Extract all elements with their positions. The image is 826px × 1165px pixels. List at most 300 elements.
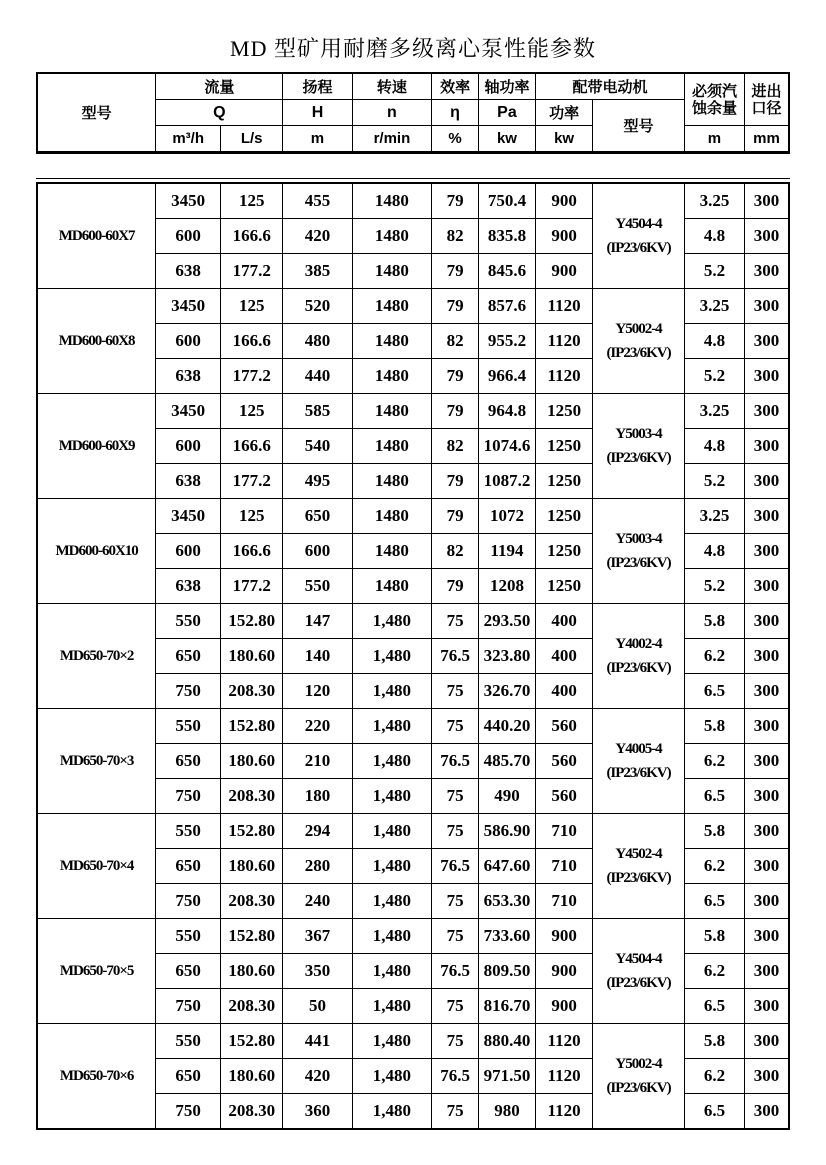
head-cell: 120 [283, 674, 352, 709]
flow-ls-cell: 208.30 [220, 1094, 282, 1130]
motor-power-cell: 560 [536, 709, 593, 744]
npsh-cell: 6.5 [684, 989, 744, 1024]
port-diameter-cell: 300 [745, 989, 789, 1024]
header-flow-unit-m3h: m³/h [156, 126, 221, 153]
pump-model-cell: MD600-60X10 [37, 499, 156, 604]
head-cell: 147 [283, 604, 352, 639]
flow-ls-cell: 208.30 [220, 674, 282, 709]
port-diameter-cell: 300 [745, 499, 789, 534]
table-row [37, 814, 789, 849]
motor-power-cell: 900 [536, 219, 593, 254]
shaft-power-cell: 845.6 [478, 254, 535, 289]
motor-model-cell [593, 289, 685, 394]
flow-m3h-cell: 750 [156, 1094, 221, 1130]
flow-m3h-cell: 3450 [156, 394, 221, 429]
header-port-line1: 进出 [751, 82, 782, 100]
flow-ls-cell: 208.30 [220, 779, 282, 814]
header-npsh-line1: 必须汽 [691, 82, 737, 100]
flow-ls-cell: 180.60 [220, 639, 282, 674]
motor-power-cell: 900 [536, 954, 593, 989]
table-row [37, 499, 789, 534]
flow-m3h-cell: 750 [156, 989, 221, 1024]
flow-m3h-cell: 638 [156, 569, 221, 604]
shaft-power-cell: 964.8 [478, 394, 535, 429]
header-efficiency-symbol: η [432, 100, 479, 126]
npsh-cell: 5.8 [684, 604, 744, 639]
table-row [37, 394, 789, 429]
port-diameter-cell: 300 [745, 779, 789, 814]
shaft-power-cell: 1072 [478, 499, 535, 534]
header-efficiency-unit: % [432, 126, 479, 153]
flow-m3h-cell: 600 [156, 219, 221, 254]
port-diameter-cell: 300 [745, 919, 789, 954]
npsh-cell: 6.2 [684, 849, 744, 884]
motor-power-cell: 1120 [536, 359, 593, 394]
speed-cell: 1480 [352, 464, 432, 499]
port-diameter-cell: 300 [745, 534, 789, 569]
table-row [37, 604, 789, 639]
flow-ls-cell: 166.6 [220, 219, 282, 254]
speed-cell: 1,480 [352, 1024, 432, 1059]
motor-model-line1: Y4005-4 [615, 741, 662, 757]
header-port-unit: mm [745, 126, 789, 153]
npsh-cell: 6.2 [684, 954, 744, 989]
flow-m3h-cell: 650 [156, 1059, 221, 1094]
motor-power-cell: 1250 [536, 534, 593, 569]
head-cell: 540 [283, 429, 352, 464]
efficiency-cell: 75 [432, 884, 479, 919]
motor-power-cell: 1120 [536, 1059, 593, 1094]
efficiency-cell: 75 [432, 814, 479, 849]
header-head-unit: m [283, 126, 352, 153]
flow-m3h-cell: 638 [156, 254, 221, 289]
head-cell: 385 [283, 254, 352, 289]
header-shaft-power-symbol: Pa [478, 100, 535, 126]
speed-cell: 1480 [352, 534, 432, 569]
efficiency-cell: 75 [432, 1094, 479, 1130]
pump-model-cell: MD650-70×5 [37, 919, 156, 1024]
npsh-cell: 3.25 [684, 499, 744, 534]
header-speed-unit: r/min [352, 126, 432, 153]
speed-cell: 1,480 [352, 989, 432, 1024]
port-diameter-cell: 300 [745, 219, 789, 254]
flow-ls-cell: 152.80 [220, 709, 282, 744]
head-cell: 220 [283, 709, 352, 744]
speed-cell: 1,480 [352, 1094, 432, 1130]
motor-power-cell: 710 [536, 884, 593, 919]
motor-power-cell: 400 [536, 604, 593, 639]
efficiency-cell: 82 [432, 429, 479, 464]
head-cell: 480 [283, 324, 352, 359]
flow-ls-cell: 125 [220, 394, 282, 429]
motor-model-line2: (IP23/6KV) [606, 345, 671, 361]
header-motor-power: 功率 [536, 100, 593, 126]
flow-m3h-cell: 600 [156, 324, 221, 359]
flow-ls-cell: 166.6 [220, 534, 282, 569]
head-cell: 520 [283, 289, 352, 324]
header-flow: 流量 [156, 73, 283, 100]
motor-power-cell: 900 [536, 919, 593, 954]
port-diameter-cell: 300 [745, 639, 789, 674]
header-flow-symbol: Q [156, 100, 283, 126]
head-cell: 180 [283, 779, 352, 814]
flow-ls-cell: 177.2 [220, 464, 282, 499]
motor-power-cell: 1120 [536, 1094, 593, 1130]
port-diameter-cell: 300 [745, 569, 789, 604]
speed-cell: 1,480 [352, 954, 432, 989]
npsh-cell: 5.2 [684, 359, 744, 394]
head-cell: 585 [283, 394, 352, 429]
efficiency-cell: 76.5 [432, 849, 479, 884]
port-diameter-cell: 300 [745, 1024, 789, 1059]
flow-ls-cell: 125 [220, 183, 282, 219]
motor-model-line2: (IP23/6KV) [606, 975, 671, 991]
header-motor-power-unit: kw [536, 126, 593, 153]
motor-power-cell: 400 [536, 674, 593, 709]
flow-ls-cell: 152.80 [220, 919, 282, 954]
pump-model-cell: MD600-60X9 [37, 394, 156, 499]
speed-cell: 1480 [352, 569, 432, 604]
flow-ls-cell: 180.60 [220, 1059, 282, 1094]
pump-model-cell: MD650-70×3 [37, 709, 156, 814]
efficiency-cell: 76.5 [432, 954, 479, 989]
port-diameter-cell: 300 [745, 289, 789, 324]
shaft-power-cell: 1087.2 [478, 464, 535, 499]
flow-m3h-cell: 750 [156, 779, 221, 814]
npsh-cell: 6.5 [684, 674, 744, 709]
table-row [37, 183, 789, 219]
npsh-cell: 5.2 [684, 569, 744, 604]
port-diameter-cell: 300 [745, 709, 789, 744]
flow-ls-cell: 152.80 [220, 1024, 282, 1059]
speed-cell: 1480 [352, 254, 432, 289]
npsh-cell: 6.5 [684, 1094, 744, 1130]
speed-cell: 1,480 [352, 674, 432, 709]
flow-ls-cell: 180.60 [220, 849, 282, 884]
table-row [37, 289, 789, 324]
npsh-cell: 4.8 [684, 324, 744, 359]
npsh-cell: 4.8 [684, 429, 744, 464]
port-diameter-cell: 300 [745, 1094, 789, 1130]
npsh-cell: 3.25 [684, 394, 744, 429]
motor-model-line1: Y4504-4 [615, 951, 662, 967]
flow-m3h-cell: 650 [156, 744, 221, 779]
motor-power-cell: 900 [536, 254, 593, 289]
motor-power-cell: 1250 [536, 499, 593, 534]
table-row [37, 709, 789, 744]
motor-power-cell: 560 [536, 779, 593, 814]
shaft-power-cell: 326.70 [478, 674, 535, 709]
npsh-cell: 6.5 [684, 779, 744, 814]
shaft-power-cell: 1194 [478, 534, 535, 569]
head-cell: 360 [283, 1094, 352, 1130]
head-cell: 140 [283, 639, 352, 674]
header-port [745, 73, 789, 126]
port-diameter-cell: 300 [745, 324, 789, 359]
npsh-cell: 6.2 [684, 1059, 744, 1094]
flow-m3h-cell: 750 [156, 884, 221, 919]
npsh-cell: 6.2 [684, 639, 744, 674]
shaft-power-cell: 750.4 [478, 183, 535, 219]
port-diameter-cell: 300 [745, 359, 789, 394]
speed-cell: 1480 [352, 394, 432, 429]
npsh-cell: 5.2 [684, 464, 744, 499]
head-cell: 210 [283, 744, 352, 779]
motor-model-line1: Y5002-4 [615, 1056, 662, 1072]
speed-cell: 1,480 [352, 884, 432, 919]
pump-table-body [37, 183, 789, 1129]
flow-m3h-cell: 3450 [156, 499, 221, 534]
port-diameter-cell: 300 [745, 254, 789, 289]
shaft-power-cell: 653.30 [478, 884, 535, 919]
shaft-power-cell: 980 [478, 1094, 535, 1130]
shaft-power-cell: 835.8 [478, 219, 535, 254]
port-diameter-cell: 300 [745, 814, 789, 849]
motor-power-cell: 710 [536, 814, 593, 849]
speed-cell: 1480 [352, 289, 432, 324]
port-diameter-cell: 300 [745, 183, 789, 219]
motor-model-line1: Y5002-4 [615, 321, 662, 337]
header-shaft-power-unit: kw [478, 126, 535, 153]
motor-power-cell: 1120 [536, 324, 593, 359]
shaft-power-cell: 809.50 [478, 954, 535, 989]
speed-cell: 1,480 [352, 1059, 432, 1094]
head-cell: 240 [283, 884, 352, 919]
shaft-power-cell: 971.50 [478, 1059, 535, 1094]
header-npsh [684, 73, 744, 126]
flow-m3h-cell: 638 [156, 464, 221, 499]
efficiency-cell: 75 [432, 779, 479, 814]
efficiency-cell: 79 [432, 499, 479, 534]
flow-ls-cell: 177.2 [220, 359, 282, 394]
head-cell: 280 [283, 849, 352, 884]
efficiency-cell: 79 [432, 183, 479, 219]
shaft-power-cell: 1208 [478, 569, 535, 604]
table-row [37, 1024, 789, 1059]
speed-cell: 1,480 [352, 709, 432, 744]
flow-m3h-cell: 638 [156, 359, 221, 394]
header-speed-symbol: n [352, 100, 432, 126]
motor-model-line2: (IP23/6KV) [606, 1080, 671, 1096]
flow-ls-cell: 152.80 [220, 604, 282, 639]
parameter-header-table [36, 72, 790, 154]
head-cell: 441 [283, 1024, 352, 1059]
speed-cell: 1480 [352, 429, 432, 464]
shaft-power-cell: 966.4 [478, 359, 535, 394]
motor-model-line2: (IP23/6KV) [606, 450, 671, 466]
port-diameter-cell: 300 [745, 744, 789, 779]
npsh-cell: 4.8 [684, 534, 744, 569]
port-diameter-cell: 300 [745, 849, 789, 884]
efficiency-cell: 82 [432, 534, 479, 569]
flow-ls-cell: 177.2 [220, 254, 282, 289]
npsh-cell: 3.25 [684, 183, 744, 219]
motor-model-line2: (IP23/6KV) [606, 870, 671, 886]
efficiency-cell: 76.5 [432, 744, 479, 779]
motor-model-line1: Y5003-4 [615, 531, 662, 547]
efficiency-cell: 75 [432, 989, 479, 1024]
flow-m3h-cell: 650 [156, 639, 221, 674]
pump-model-cell: MD600-60X7 [37, 183, 156, 289]
shaft-power-cell: 1074.6 [478, 429, 535, 464]
motor-power-cell: 1250 [536, 429, 593, 464]
flow-ls-cell: 180.60 [220, 954, 282, 989]
flow-m3h-cell: 550 [156, 919, 221, 954]
motor-model-line2: (IP23/6KV) [606, 765, 671, 781]
speed-cell: 1,480 [352, 919, 432, 954]
port-diameter-cell: 300 [745, 954, 789, 989]
header-motor-model: 型号 [593, 100, 685, 153]
npsh-cell: 4.8 [684, 219, 744, 254]
speed-cell: 1,480 [352, 639, 432, 674]
flow-ls-cell: 125 [220, 289, 282, 324]
head-cell: 550 [283, 569, 352, 604]
motor-power-cell: 1250 [536, 569, 593, 604]
table-row [37, 919, 789, 954]
motor-power-cell: 560 [536, 744, 593, 779]
speed-cell: 1480 [352, 359, 432, 394]
head-cell: 650 [283, 499, 352, 534]
flow-m3h-cell: 3450 [156, 183, 221, 219]
efficiency-cell: 75 [432, 709, 479, 744]
port-diameter-cell: 300 [745, 464, 789, 499]
efficiency-cell: 76.5 [432, 639, 479, 674]
flow-ls-cell: 180.60 [220, 744, 282, 779]
head-cell: 495 [283, 464, 352, 499]
header-npsh-unit: m [684, 126, 744, 153]
efficiency-cell: 79 [432, 254, 479, 289]
header-flow-unit-ls: L/s [220, 126, 282, 153]
motor-model-line2: (IP23/6KV) [606, 660, 671, 676]
motor-model-cell [593, 604, 685, 709]
efficiency-cell: 75 [432, 604, 479, 639]
motor-model-cell [593, 709, 685, 814]
speed-cell: 1480 [352, 219, 432, 254]
shaft-power-cell: 816.70 [478, 989, 535, 1024]
motor-model-cell [593, 919, 685, 1024]
page-title: MD 型矿用耐磨多级离心泵性能参数 [230, 36, 596, 61]
port-diameter-cell: 300 [745, 604, 789, 639]
npsh-cell: 5.8 [684, 919, 744, 954]
efficiency-cell: 79 [432, 359, 479, 394]
efficiency-cell: 76.5 [432, 1059, 479, 1094]
efficiency-cell: 75 [432, 1024, 479, 1059]
header-motor: 配带电动机 [536, 73, 685, 100]
flow-m3h-cell: 600 [156, 534, 221, 569]
flow-m3h-cell: 550 [156, 1024, 221, 1059]
shaft-power-cell: 880.40 [478, 1024, 535, 1059]
motor-power-cell: 1120 [536, 289, 593, 324]
motor-model-cell [593, 1024, 685, 1130]
port-diameter-cell: 300 [745, 394, 789, 429]
motor-model-line2: (IP23/6KV) [606, 240, 671, 256]
flow-ls-cell: 125 [220, 499, 282, 534]
speed-cell: 1,480 [352, 604, 432, 639]
motor-power-cell: 710 [536, 849, 593, 884]
head-cell: 367 [283, 919, 352, 954]
port-diameter-cell: 300 [745, 884, 789, 919]
speed-cell: 1,480 [352, 779, 432, 814]
npsh-cell: 5.8 [684, 709, 744, 744]
port-diameter-cell: 300 [745, 1059, 789, 1094]
motor-model-line2: (IP23/6KV) [606, 555, 671, 571]
head-cell: 600 [283, 534, 352, 569]
npsh-cell: 3.25 [684, 289, 744, 324]
flow-m3h-cell: 650 [156, 849, 221, 884]
pump-model-cell: MD650-70×4 [37, 814, 156, 919]
motor-power-cell: 900 [536, 989, 593, 1024]
motor-model-line1: Y4504-4 [615, 216, 662, 232]
flow-ls-cell: 208.30 [220, 884, 282, 919]
head-cell: 420 [283, 1059, 352, 1094]
header-speed: 转速 [352, 73, 432, 100]
shaft-power-cell: 647.60 [478, 849, 535, 884]
port-diameter-cell: 300 [745, 674, 789, 709]
flow-m3h-cell: 550 [156, 604, 221, 639]
motor-model-line1: Y4502-4 [615, 846, 662, 862]
flow-ls-cell: 166.6 [220, 429, 282, 464]
port-diameter-cell: 300 [745, 429, 789, 464]
efficiency-cell: 79 [432, 464, 479, 499]
parameter-data-table [36, 182, 790, 1130]
shaft-power-cell: 857.6 [478, 289, 535, 324]
npsh-cell: 6.2 [684, 744, 744, 779]
efficiency-cell: 79 [432, 289, 479, 324]
efficiency-cell: 79 [432, 394, 479, 429]
efficiency-cell: 82 [432, 219, 479, 254]
shaft-power-cell: 586.90 [478, 814, 535, 849]
flow-m3h-cell: 550 [156, 814, 221, 849]
flow-m3h-cell: 750 [156, 674, 221, 709]
head-cell: 350 [283, 954, 352, 989]
flow-ls-cell: 177.2 [220, 569, 282, 604]
shaft-power-cell: 733.60 [478, 919, 535, 954]
flow-m3h-cell: 600 [156, 429, 221, 464]
motor-power-cell: 1120 [536, 1024, 593, 1059]
motor-model-cell [593, 394, 685, 499]
head-cell: 420 [283, 219, 352, 254]
shaft-power-cell: 955.2 [478, 324, 535, 359]
efficiency-cell: 82 [432, 324, 479, 359]
head-cell: 440 [283, 359, 352, 394]
flow-m3h-cell: 550 [156, 709, 221, 744]
speed-cell: 1480 [352, 324, 432, 359]
motor-model-cell [593, 499, 685, 604]
speed-cell: 1480 [352, 499, 432, 534]
header-model: 型号 [37, 73, 156, 153]
flow-m3h-cell: 3450 [156, 289, 221, 324]
shaft-power-cell: 490 [478, 779, 535, 814]
flow-ls-cell: 152.80 [220, 814, 282, 849]
header-row-1 [37, 73, 789, 100]
header-npsh-line2: 蚀余量 [691, 99, 737, 117]
speed-cell: 1,480 [352, 849, 432, 884]
tables-wrap [36, 72, 790, 1130]
table-top-rule [36, 178, 790, 179]
npsh-cell: 5.8 [684, 1024, 744, 1059]
header-port-line2: 口径 [751, 99, 782, 117]
motor-power-cell: 1250 [536, 464, 593, 499]
efficiency-cell: 79 [432, 569, 479, 604]
efficiency-cell: 75 [432, 674, 479, 709]
npsh-cell: 6.5 [684, 884, 744, 919]
head-cell: 455 [283, 183, 352, 219]
flow-m3h-cell: 650 [156, 954, 221, 989]
motor-power-cell: 900 [536, 183, 593, 219]
pump-model-cell: MD600-60X8 [37, 289, 156, 394]
header-head: 扬程 [283, 73, 352, 100]
flow-ls-cell: 166.6 [220, 324, 282, 359]
